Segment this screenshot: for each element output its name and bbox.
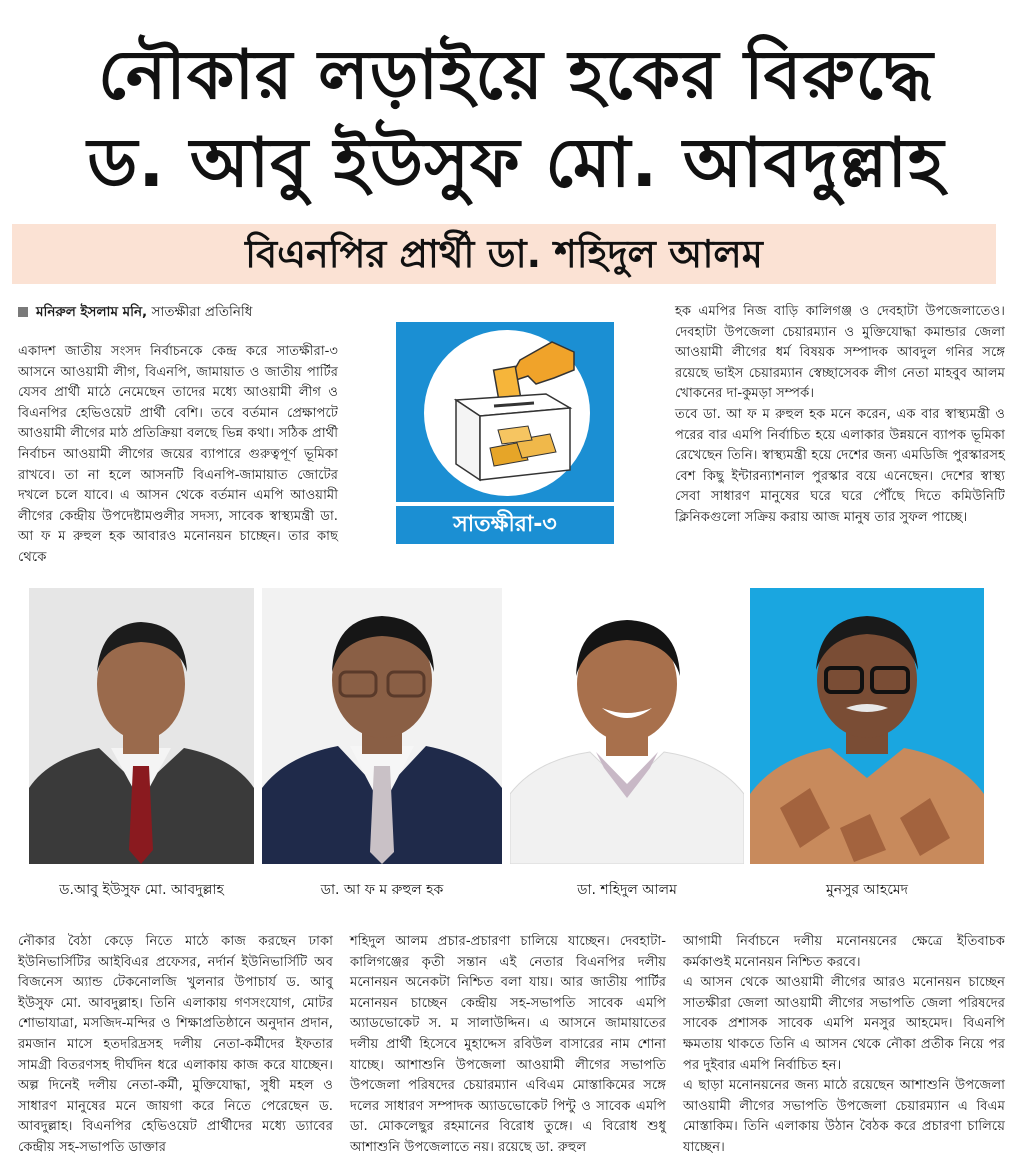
portrait-image xyxy=(750,588,984,864)
byline-square-icon xyxy=(18,307,28,317)
portrait-image xyxy=(262,588,502,864)
portrait-image xyxy=(29,588,254,864)
ballot-box-icon xyxy=(424,330,590,496)
paragraph: নৌকার বৈঠা কেড়ে নিতে মাঠে কাজ করছেন ঢাকা ইউনিভার্সিটির আইবিএর প্রফেসর, নর্দার্ন ইউনিভার্সিটি অব বিজনেস অ্যান্ড টেকনোলজি খুলনার উপাচার্য ড. আবু ইউসুফ মো. আবদুল্লাহ। তিনি এলাকায় গণসংযোগ, মোটর শোভাযাত্রা, মসজিদ-মন্দির ও শিক্ষাপ্রতিষ্ঠানে অনুদান প্রদান, রমজান মাসে হতদরিদ্রসহ দলীয় নেতা-কর্মীদের ইফতার সামগ্রী বিতরণসহ দীর্ঘদিন ধরে এলাকায় কাজ করে যাচ্ছেন। অল্প দিনেই দলীয় নেতা-কর্মী, মুক্তিযোদ্ধা, সুধী মহল ও সাধারণ মানুষের মনে জায়গা করে নিতে পেরেছেন ড. আবদুল্লাহ। বিএনপির হেভিওয়েট প্রার্থীদের মধ্যে ড্যাবের কেন্দ্রীয় সহ-সভাপতি ডাক্তার xyxy=(18,934,333,1155)
subheadline: বিএনপির প্রার্থী ডা. শহিদুল আলম xyxy=(245,232,763,276)
portrait-photo-2 xyxy=(262,588,502,864)
photo-caption-1: ড.আবু ইউসুফ মো. আবদুল্লাহ xyxy=(59,882,224,898)
paragraph: এ আসন থেকে আওয়ামী লীগের আরও মনোনয়ন চাচ্ছেন সাতক্ষীরা জেলা আওয়ামী লীগের সভাপতি জেলা পরিষদের সাবেক প্রশাসক সাবেক এমপি মনসুর আহমেদ। বিএনপি ক্ষমতায় থাকতে তিনি এ আসন থেকে নৌকা প্রতীক নিয়ে পর পর দুইবার এমপি নির্বাচিত হন। xyxy=(683,975,1005,1073)
logo-label: সাতক্ষীরা-৩ xyxy=(453,512,557,537)
article-column-4 xyxy=(350,932,666,1159)
portrait-photo-3 xyxy=(510,588,744,864)
photo-caption-4: মুনসুর আহমেদ xyxy=(826,882,908,898)
paragraph: হক এমপির নিজ বাড়ি কালিগঞ্জ ও দেবহাটা উপজেলাতেও। দেবহাটা উপজেলা চেয়ারম্যান ও মুক্তিযোদ্ধা কমান্ডার জেলা আওয়ামী লীগের ধর্ম বিষয়ক সম্পাদক আবদুল গনির সঙ্গে রয়েছে ভাইস চেয়ারম্যান স্বেচ্ছাসেবক লীগ নেতা মাহবুব আলম খোকনের দা-কুমড়া সম্পর্ক। xyxy=(675,304,1005,402)
article-column-1 xyxy=(18,342,338,569)
article-column-3 xyxy=(18,932,333,1159)
byline-author: মনিরুল ইসলাম মনি, xyxy=(36,304,148,320)
paragraph: আগামী নির্বাচনে দলীয় মনোনয়নের ক্ষেত্রে ইতিবাচক কর্মকাণ্ডই মনোনয়ন নিশ্চিত করবে। xyxy=(683,934,1005,970)
portrait-photo-4 xyxy=(750,588,984,864)
portrait-image xyxy=(510,588,744,864)
paragraph: এ ছাড়া মনোনয়নের জন্য মাঠে রয়েছেন আশাশুনি উপজেলা আওয়ামী লীগের সভাপতি উপজেলা চেয়ারম্যান এ বিএম মোস্তাকিম। তিনি এলাকায় উঠান বৈঠক করে প্রচারণা চালিয়ে যাচ্ছেন। xyxy=(683,1078,1005,1155)
article-column-2 xyxy=(675,302,1005,529)
article-column-5 xyxy=(683,932,1005,1159)
paragraph: তবে ডা. আ ফ ম রুহুল হক মনে করেন, এক বার স্বাস্থ্যমন্ত্রী ও পরের বার এমপি নির্বাচিত হয়ে এলাকার উন্নয়নে ব্যাপক ভূমিকা রেখেছেন তিনি। স্বাস্থ্যমন্ত্রী হয়ে দেশের জন্য এমডিজি পুরস্কারসহ বেশ কিছু ইন্টারন্যাশনাল পুরস্কার বয়ে এনেছেন। দেশের স্বাস্থ্য সেবা সাধারণ মানুষের ঘরে ঘরে পৌঁছে দিতে কমিউনিটি ক্লিনিকগুলো সক্রিয় করায় আজ মানুষ তার সুফল পাচ্ছে। xyxy=(675,406,1005,525)
headline-line-2: ড. আবু ইউসুফ মো. আবদুল্লাহ xyxy=(87,124,945,203)
headline-line-1: নৌকার লড়াইয়ে হকের বিরুদ্ধে xyxy=(98,36,934,115)
byline-role: সাতক্ষীরা প্রতিনিধি xyxy=(151,304,253,320)
photo-caption-2: ডা. আ ফ ম রুহুল হক xyxy=(320,882,444,898)
paragraph: শহিদুল আলম প্রচার-প্রচারণা চালিয়ে যাচ্ছেন। দেবহাটা-কালিগঞ্জের কৃতী সন্তান এই নেতার বিএনপির দলীয় মনোনয়ন অনেকটা নিশ্চিত বলা যায়। আর জাতীয় পার্টির মনোনয়ন চাচ্ছেন কেন্দ্রীয় সহ-সভাপতি সাবেক এমপি অ্যাডভোকেট স. ম সালাউদ্দিন। এ আসনে জামায়াতের দলীয় প্রার্থী হিসেবে মুহাদ্দেস রবিউল বাসারের নাম শোনা যাচ্ছে। আশাশুনি উপজেলা আওয়ামী লীগের সভাপতি উপজেলা পরিষদের চেয়ারম্যান এবিএম মোস্তাকিমের সঙ্গে দলের সাধারণ সম্পাদক অ্যাডভোকেট পিন্টু ও সাবেক এমপি ডা. মোকলেছুর রহমানের বিরোধ তুঙ্গে। এ বিরোধ শুধু আশাশুনি উপজেলাতে নয়। রয়েছে ডা. রুহুল xyxy=(350,934,666,1155)
paragraph: একাদশ জাতীয় সংসদ নির্বাচনকে কেন্দ্র করে সাতক্ষীরা-৩ আসনে আওয়ামী লীগ, বিএনপি, জামায়াত ও জাতীয় পার্টির যেসব প্রার্থী মাঠে নেমেছেন তাদের মধ্যে আওয়ামী লীগ ও বিএনপির হেভিওয়েট প্রার্থী বেশি। তবে বর্তমান প্রেক্ষাপটে আওয়ামী লীগের মাঠ প্রতিক্রিয়া বলছে ভিন্ন কথা। সঠিক প্রার্থী নির্বাচন আওয়ামী লীগের জয়ের ব্যাপারে গুরুত্বপূর্ণ ভূমিকা রাখবে। তা না হলে আসনটি বিএনপি-জামায়াত জোটের দখলে চলে যাবে। এ আসন থেকে বর্তমান এমপি আওয়ামী লীগের কেন্দ্রীয় উপদেষ্টামণ্ডলীর সদস্য, সাবেক স্বাস্থ্যমন্ত্রী ডা. আ ফ ম রুহুল হক আবারও মনোনয়ন চাচ্ছেন। তার কাছ থেকে xyxy=(18,344,338,565)
byline xyxy=(18,302,358,322)
portrait-photo-1 xyxy=(29,588,254,864)
photo-caption-3: ডা. শহিদুল আলম xyxy=(577,882,677,898)
